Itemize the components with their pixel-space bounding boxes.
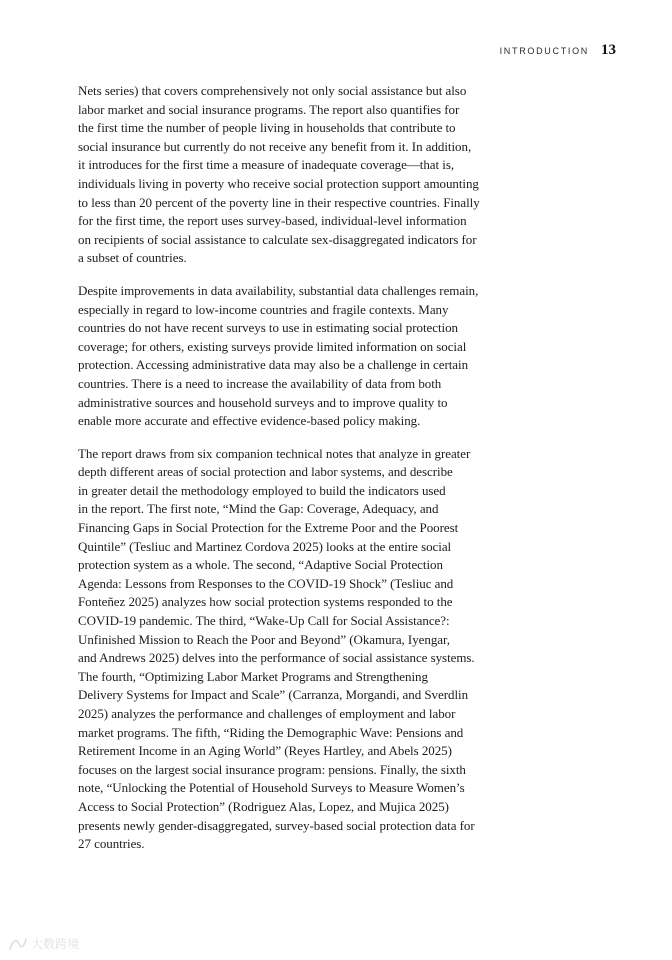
paragraph-report-scope: Nets series) that covers comprehensively not only social assistance but also labor market and social insurance programs. The report also quantifies for the first time the number of people living in households that contribute to social insurance but currently do not receive any benefit from it. In addition, it introduces for the first time a measure of inadequate coverage—that is, individuals living in poverty who receive social protection support amounting to less than 20 percent of the poverty line in their respective countries. Finally for the first time, the report uses survey-based, individual-level information on recipients of social assistance to calculate sex-disaggregated indicators for a subset of countries. [78, 83, 480, 266]
watermark [9, 935, 79, 952]
paragraph-technical-notes: The report draws from six companion technical notes that analyze in greater depth different areas of social protection and labor systems, and describe in greater detail the methodology employed to build the indicators used in the report. The first note, “Mind the Gap: Coverage, Adequacy, and Financing Gaps in Social Protection for the Extreme Poor and the Poorest Quintile” (Tesliuc and Martinez Cordova 2025) looks at the entire social protection system as a whole. The second, “Adaptive Social Protection Agenda: Lessons from Responses to the COVID-19 Shock” (Tesliuc and Fonteñez 2025) analyzes how social protection systems responded to the COVID-19 pandemic. The third, “Wake-Up Call for Social Assistance?: Unfinished Mission to Reach the Poor and Beyond” (Okamura, Iyengar, and Andrews 2025) delves into the performance of social assistance systems. The fourth, “Optimizing Labor Market Programs and Strengthening Delivery Systems for Impact and Scale” (Carranza, Morgandi, and Sverdlin 2025) analyzes the performance and challenges of employment and labor market programs. The fifth, “Riding the Demographic Wave: Pensions and Retirement Income in an Aging World” (Reyes Hartley, and Abels 2025) focuses on the largest social insurance program: pensions. Finally, the sixth note, “Unlocking the Potential of Household Surveys to Measure Women’s Access to Social Protection” (Rodriguez Alas, Lopez, and Mujica 2025) presents newly gender-disaggregated, survey-based social protection data for 27 countries. [78, 445, 475, 852]
body-text [78, 82, 496, 868]
watermark-logo-icon [9, 937, 27, 951]
paragraph-data-challenges: Despite improvements in data availability, substantial data challenges remain, especially in regard to low-income countries and fragile contexts. Many countries do not have recent surveys to use in estimating social protection coverage; for others, existing surveys provide limited information on social protection. Accessing administrative data may also be a challenge in certain countries. There is a need to increase the availability of data from both administrative sources and household surveys and to improve quality to enable more accurate and effective evidence-based policy making. [78, 282, 479, 429]
section-label: INTRODUCTION [499, 46, 589, 56]
page-number: 13 [601, 42, 616, 58]
running-head [500, 42, 616, 59]
watermark-text: 大数跨境 [31, 937, 80, 951]
